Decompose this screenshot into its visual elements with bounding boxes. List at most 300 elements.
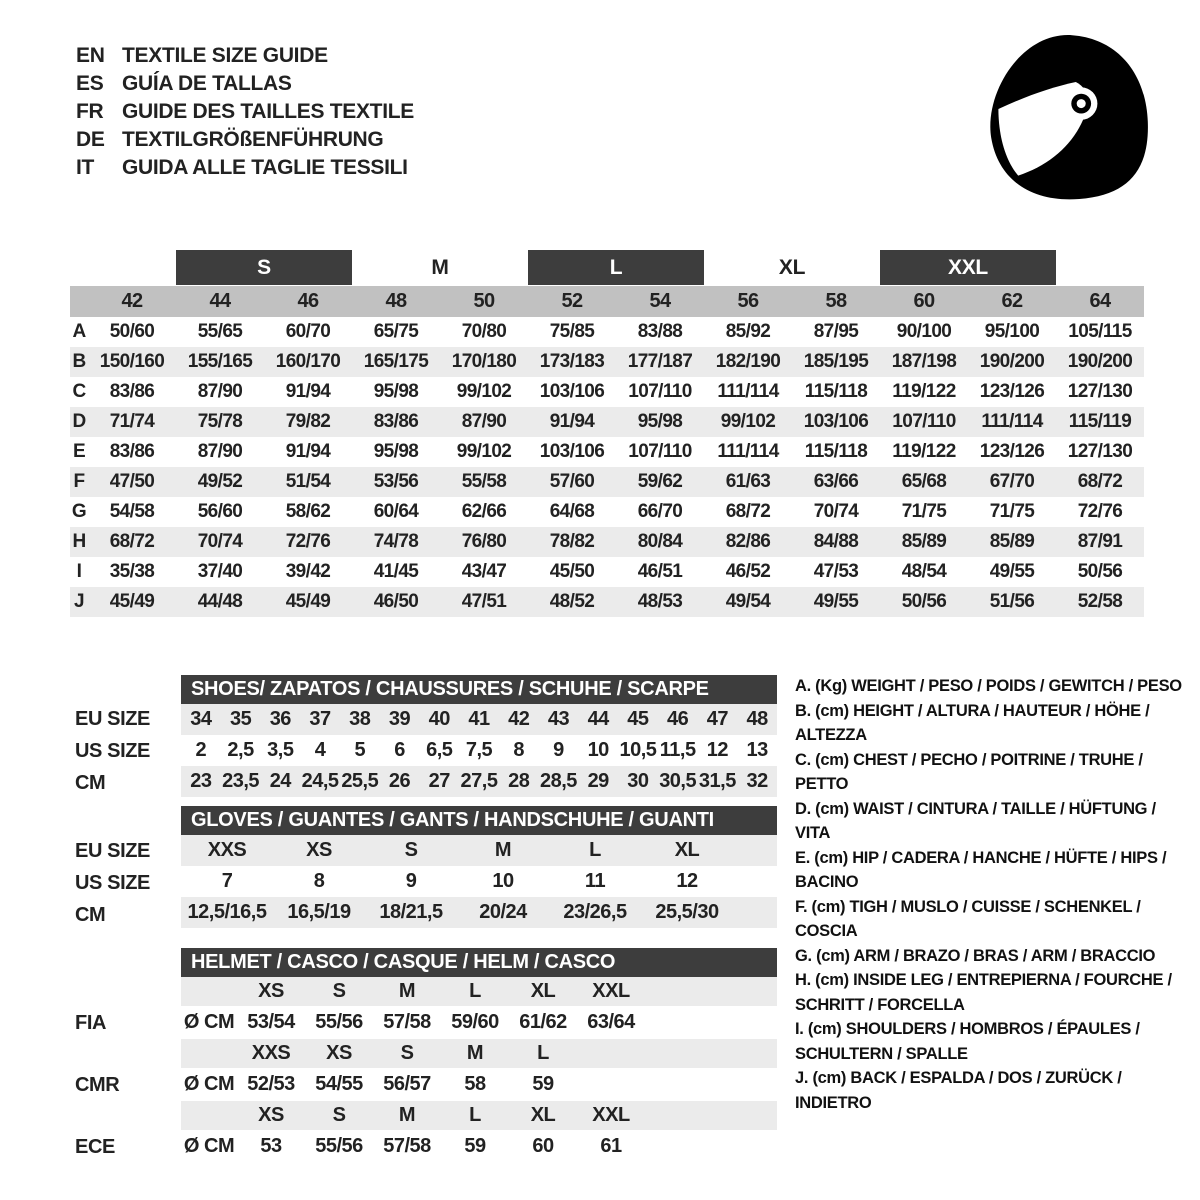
size-value: 95/100 [984,321,1040,342]
helmet-size: L [469,1104,481,1126]
language-row [76,70,414,98]
size-value: 50/56 [901,591,947,612]
language-code: DE [76,128,105,151]
glove-us-size: 12 [676,870,698,892]
glove-us-size: 9 [405,870,417,892]
size-value: 165/175 [363,351,429,372]
size-value: 70/74 [197,531,243,552]
language-row [76,154,414,182]
glove-eu-size: M [494,839,512,861]
diameter-unit: Ø CM [183,1011,235,1033]
size-value: 72/76 [1077,501,1123,522]
size-value: 46/52 [725,561,771,582]
language-title: GUIDE DES TAILLES TEXTILE [122,100,414,123]
measurement-legend [795,674,1195,1115]
size-value: 53/56 [373,471,419,492]
shoe-eu-size: 46 [667,708,689,730]
size-value: 83/86 [373,411,419,432]
helmet-value: 53 [260,1135,282,1157]
size-value: 49/52 [197,471,243,492]
helmet-value: 57/58 [383,1135,431,1157]
size-value: 115/118 [804,381,868,402]
helmet-size: S [332,1104,346,1126]
helmet-value: 52/53 [247,1073,295,1095]
helmet-table [181,948,777,1163]
size-value: 182/190 [715,351,781,372]
size-value: 103/106 [539,441,605,462]
size-value: 111/114 [717,441,779,462]
shoe-eu-size: 44 [587,708,609,730]
size-value: 48/53 [637,591,683,612]
shoe-us-size: 11,5 [659,739,696,761]
shoe-us-size: 2 [195,739,207,761]
size-value: 35/38 [109,561,155,582]
gloves-table-title: GLOVES / GUANTES / GANTS / HANDSCHUHE / GUANTI [181,806,777,835]
numeric-size: 62 [1001,290,1023,312]
legend-entry: D. (cm) WAIST / CINTURA / TAILLE / HÜFTUNG / VITA [795,799,1156,842]
numeric-size: 56 [737,290,759,312]
shoe-cm-value: 32 [746,770,768,792]
shoe-eu-size: 39 [388,708,411,730]
size-value: 62/66 [461,501,507,522]
glove-cm-value: 18/21,5 [379,901,443,923]
shoe-eu-size: 47 [706,708,729,730]
size-value: 85/92 [725,321,771,342]
shoe-eu-size: 41 [468,708,490,730]
shoe-us-size: 4 [314,739,326,761]
helmet-size-row-fia [181,977,777,1006]
size-value: 59/62 [637,471,683,492]
helmet-size: XL [530,980,556,1002]
shoes-table [181,675,777,797]
helmet-size: L [469,980,481,1002]
helmet-standard-cmr-label: CMR [75,1074,120,1096]
glove-cm-value: 16,5/19 [287,901,351,923]
glove-cm-value: 20/24 [479,901,527,923]
size-value: 79/82 [285,411,331,432]
numeric-size-row [70,286,1144,317]
size-value: 78/82 [549,531,595,552]
glove-eu-size: L [589,839,601,861]
size-value: 119/122 [892,381,956,402]
numeric-size: 46 [297,290,319,312]
helmet-value: 54/55 [315,1073,363,1095]
legend-entry: C. (cm) CHEST / PECHO / POITRINE / TRUHE / PETTO [795,750,1143,793]
shoe-us-size: 13 [746,739,768,761]
size-value: 71/75 [989,501,1035,522]
size-value: 46/50 [373,591,419,612]
helmet-size: M [398,1104,416,1126]
helmet-value: 61/62 [519,1011,567,1033]
size-value: 50/60 [109,321,155,342]
row-letter: J [74,591,84,612]
numeric-size: 64 [1089,290,1111,312]
glove-us-size: 10 [492,870,514,892]
glove-eu-size: S [404,839,418,861]
size-value: 83/86 [109,441,155,462]
size-value: 107/110 [628,441,692,462]
size-value: 48/54 [901,561,947,582]
legend-entry: J. (cm) BACK / ESPALDA / DOS / ZURÜCK / INDIETRO [795,1069,1122,1112]
shoe-us-size: 6 [394,739,405,761]
size-value: 75/85 [549,321,595,342]
helmet-size: XXL [592,980,630,1002]
size-value: 155/165 [187,351,253,372]
size-value: 43/47 [461,561,507,582]
size-value: 61/63 [725,471,771,492]
glove-eu-size: XS [306,839,332,861]
size-value: 63/66 [813,471,859,492]
language-title: GUIDA ALLE TAGLIE TESSILI [122,156,408,179]
size-value: 111/114 [717,381,779,402]
gloves-us-size-label: US SIZE [75,872,150,894]
size-value: 177/187 [627,351,693,372]
helmet-size-row-ece [181,1101,777,1130]
size-value: 83/88 [637,321,683,342]
shoe-cm-value: 27,5 [460,770,498,792]
textile-measurement-rows [70,317,1144,617]
measurement-row [70,377,1144,407]
size-value: 170/180 [451,351,517,372]
legend-entry: E. (cm) HIP / CADERA / HANCHE / HÜFTE / HIPS / BACINO [795,848,1167,891]
textile-size-table [70,250,1144,617]
size-value: 103/106 [539,381,605,402]
row-letter: H [72,531,86,552]
size-value: 68/72 [725,501,771,522]
legend-entry: B. (cm) HEIGHT / ALTURA / HAUTEUR / HÖHE / ALTEZZA [795,701,1150,744]
spacer [181,977,237,1006]
size-value: 85/89 [901,531,947,552]
shoe-us-size: 5 [354,739,366,761]
size-value: 80/84 [637,531,683,552]
size-value: 70/74 [813,501,859,522]
helmet-value-row-ece [181,1130,777,1163]
helmet-value: 59 [532,1073,554,1095]
shoe-eu-size: 45 [627,708,649,730]
measurement-row [70,407,1144,437]
shoe-us-size: 8 [513,739,525,761]
glove-us-size: 11 [584,870,606,892]
size-label-xxl: XXL [880,250,1056,285]
size-value: 55/58 [461,471,507,492]
size-value: 49/55 [989,561,1035,582]
size-value: 44/48 [197,591,243,612]
helmet-standard-ece-label: ECE [75,1136,115,1158]
helmet-value-row-fia [181,1006,777,1039]
language-code: FR [76,100,104,123]
shoe-eu-size: 34 [190,708,212,730]
shoe-eu-size: 42 [508,708,530,730]
size-value: 95/98 [373,441,419,462]
shoe-cm-value: 30,5 [659,770,697,792]
helmet-value: 55/56 [315,1135,363,1157]
shoe-cm-value: 23 [190,770,212,792]
shoe-us-size: 10,5 [619,739,657,761]
shoes-cm-row [181,766,777,797]
helmet-value: 58 [464,1073,486,1095]
row-letter: I [76,561,82,582]
row-letter: D [72,411,86,432]
size-value: 72/76 [285,531,331,552]
shoe-eu-size: 38 [349,708,371,730]
size-value: 87/90 [197,441,243,462]
size-value: 49/55 [813,591,859,612]
measurement-row [70,467,1144,497]
size-value: 123/126 [979,441,1045,462]
size-value: 45/50 [549,561,595,582]
shoe-cm-value: 24,5 [301,770,339,792]
size-value: 54/58 [109,501,155,522]
size-value: 50/56 [1077,561,1123,582]
shoes-us-size-label: US SIZE [75,740,150,762]
shoe-cm-value: 28 [508,770,530,792]
size-value: 187/198 [891,351,957,372]
size-value: 90/100 [896,321,952,342]
size-value: 67/70 [989,471,1035,492]
helmet-value-row-cmr [181,1068,777,1101]
size-value: 65/75 [373,321,419,342]
size-value: 46/51 [637,561,683,582]
helmet-rows [181,977,777,1163]
numeric-size: 52 [561,290,583,312]
glove-cm-value: 23/26,5 [563,901,627,923]
size-value: 87/90 [461,411,507,432]
size-value: 127/130 [1067,381,1133,402]
spacer [70,286,88,317]
size-value: 39/42 [285,561,331,582]
measurement-row [70,347,1144,377]
legend-entry: A. (Kg) WEIGHT / PESO / POIDS / GEWITCH / PESO [795,677,1182,695]
shoe-us-size: 6,5 [426,739,453,761]
diameter-unit: Ø CM [183,1135,235,1157]
shoe-eu-size: 48 [746,708,768,730]
gloves-us-row [181,866,777,897]
helmet-table-title: HELMET / CASCO / CASQUE / HELM / CASCO [181,948,777,977]
helmet-value: 53/54 [247,1011,295,1033]
size-value: 68/72 [1077,471,1123,492]
size-value: 51/54 [285,471,331,492]
size-value: 51/56 [989,591,1035,612]
legend-entry: F. (cm) TIGH / MUSLO / CUISSE / SCHENKEL / COSCIA [795,897,1141,940]
measurement-row [70,437,1144,467]
size-value: 127/130 [1067,441,1133,462]
size-value: 55/65 [197,321,243,342]
shoe-eu-size: 36 [269,708,291,730]
size-value: 56/60 [197,501,243,522]
size-value: 75/78 [197,411,243,432]
helmet-value: 59 [464,1135,486,1157]
size-value: 115/119 [1068,411,1132,432]
size-value: 91/94 [285,441,331,462]
helmet-value: 56/57 [383,1073,431,1095]
size-value: 66/70 [637,501,683,522]
size-value: 68/72 [109,531,155,552]
size-value: 99/102 [720,411,776,432]
size-value: 58/62 [285,501,331,522]
size-value: 49/54 [725,591,771,612]
size-value: 91/94 [285,381,331,402]
shoe-eu-size: 40 [428,708,450,730]
shoe-us-size: 3,5 [267,739,294,761]
helmet-size: XS [258,980,284,1002]
language-row [76,126,414,154]
spacer [181,1039,237,1068]
size-value: 150/160 [99,351,165,372]
measurement-row [70,317,1144,347]
size-value: 160/170 [275,351,341,372]
size-value: 83/86 [109,381,155,402]
glove-cm-value: 25,5/30 [655,901,719,923]
language-title: TEXTILE SIZE GUIDE [122,44,328,67]
size-value: 95/98 [637,411,683,432]
size-value: 173/183 [539,351,605,372]
shoe-cm-value: 30 [627,770,649,792]
legend-entry: G. (cm) ARM / BRAZO / BRAS / ARM / BRACCIO [795,946,1156,965]
shoe-cm-value: 24 [269,770,291,792]
measurement-row [70,497,1144,527]
helmet-size: M [398,980,416,1002]
shoe-eu-size: 35 [229,708,252,730]
size-value: 95/98 [373,381,419,402]
size-value: 91/94 [549,411,595,432]
size-value: 87/95 [813,321,859,342]
size-value: 60/70 [285,321,331,342]
shoe-cm-value: 28,5 [539,770,577,792]
numeric-size: 48 [385,290,407,312]
size-value: 115/118 [804,441,868,462]
helmet-value: 63/64 [587,1011,635,1033]
shoes-eu-row [181,704,777,735]
gloves-table [181,806,777,928]
size-label-l: L [528,250,704,285]
size-value: 60/64 [373,501,419,522]
helmet-size: S [400,1042,414,1064]
shoe-cm-value: 29 [587,770,609,792]
shoe-us-size: 10 [587,739,609,761]
shoe-cm-value: 31,5 [698,770,736,792]
size-value: 99/102 [456,441,512,462]
row-letter: B [72,351,86,372]
helmet-standard-fia-label: FIA [75,1012,107,1034]
size-value: 71/74 [109,411,155,432]
size-value: 105/115 [1068,321,1132,342]
size-value: 87/90 [197,381,243,402]
language-title: TEXTILGRÖßENFÜHRUNG [122,128,384,151]
glove-cm-value: 12,5/16,5 [187,901,267,923]
size-value: 45/49 [109,591,155,612]
size-value: 85/89 [989,531,1035,552]
helmet-value: 60 [532,1135,554,1157]
shoe-us-size: 9 [553,739,564,761]
shoe-us-size: 7,5 [465,739,493,761]
size-value: 111/114 [981,411,1043,432]
spacer [181,1101,237,1130]
size-value: 87/91 [1077,531,1123,552]
size-value: 52/58 [1077,591,1123,612]
gloves-eu-size-label: EU SIZE [75,840,150,862]
helmet-size: M [466,1042,484,1064]
legend-entry: I. (cm) SHOULDERS / HOMBROS / ÉPAULES / SCHULTERN / SPALLE [795,1020,1140,1063]
size-value: 70/80 [461,321,507,342]
row-letter: G [71,501,87,522]
shoe-cm-value: 27 [428,770,450,792]
shoes-cm-label: CM [75,772,106,794]
helmet-size: XXS [251,1042,291,1064]
size-value: 103/106 [803,411,869,432]
numeric-size: 44 [209,290,231,312]
size-value: 74/78 [373,531,419,552]
size-label-s: S [176,250,352,285]
size-value: 47/53 [813,561,859,582]
size-value: 84/88 [813,531,859,552]
size-header-row [70,250,1144,285]
row-letter: A [72,321,86,342]
size-value: 57/60 [549,471,595,492]
language-title: GUÍA DE TALLAS [122,72,292,95]
shoe-us-size: 12 [706,739,729,761]
size-value: 82/86 [725,531,771,552]
helmet-size: XS [258,1104,284,1126]
size-value: 64/68 [549,501,595,522]
helmet-size: XS [326,1042,352,1064]
shoe-us-size: 2,5 [227,739,254,761]
measurement-row [70,527,1144,557]
glove-eu-size: XL [674,839,700,861]
numeric-size: 42 [121,290,143,312]
helmet-size: XL [530,1104,556,1126]
helmet-value: 61 [600,1135,622,1157]
helmet-value: 59/60 [451,1011,499,1033]
helmet-size: L [537,1042,549,1064]
measurement-row [70,587,1144,617]
legend-entry: H. (cm) INSIDE LEG / ENTREPIERNA / FOURCHE / SCHRITT / FORCELLA [795,971,1172,1014]
shoe-eu-size: 43 [547,708,570,730]
shoes-table-title: SHOES/ ZAPATOS / CHAUSSURES / SCHUHE / SCARPE [181,675,777,704]
size-value: 48/52 [549,591,595,612]
shoe-cm-value: 25,5 [341,770,379,792]
glove-us-size: 7 [221,870,233,892]
size-value: 47/50 [109,471,155,492]
size-value: 65/68 [901,471,947,492]
shoe-cm-value: 23,5 [222,770,260,792]
size-value: 47/51 [461,591,507,612]
glove-eu-size: XXS [207,839,247,861]
row-letter: E [72,441,86,462]
size-value: 71/75 [901,501,947,522]
numeric-size: 58 [825,290,847,312]
language-row [76,98,414,126]
language-row [76,42,414,70]
helmet-value: 55/56 [315,1011,363,1033]
gloves-cm-label: CM [75,904,106,926]
size-label-m: M [431,255,449,279]
numeric-size: 54 [649,290,671,312]
size-value: 45/49 [285,591,331,612]
size-value: 76/80 [461,531,507,552]
row-letter: C [72,381,86,402]
shoes-us-row [181,735,777,766]
gloves-cm-row [181,897,777,928]
helmet-size-row-cmr [181,1039,777,1068]
numeric-size: 50 [473,290,495,312]
size-value: 41/45 [373,561,419,582]
helmet-size: S [332,980,346,1002]
size-value: 190/200 [979,351,1045,372]
racing-helmet-icon [975,28,1155,208]
size-value: 99/102 [456,381,512,402]
shoes-eu-size-label: EU SIZE [75,708,150,730]
size-value: 185/195 [803,351,869,372]
